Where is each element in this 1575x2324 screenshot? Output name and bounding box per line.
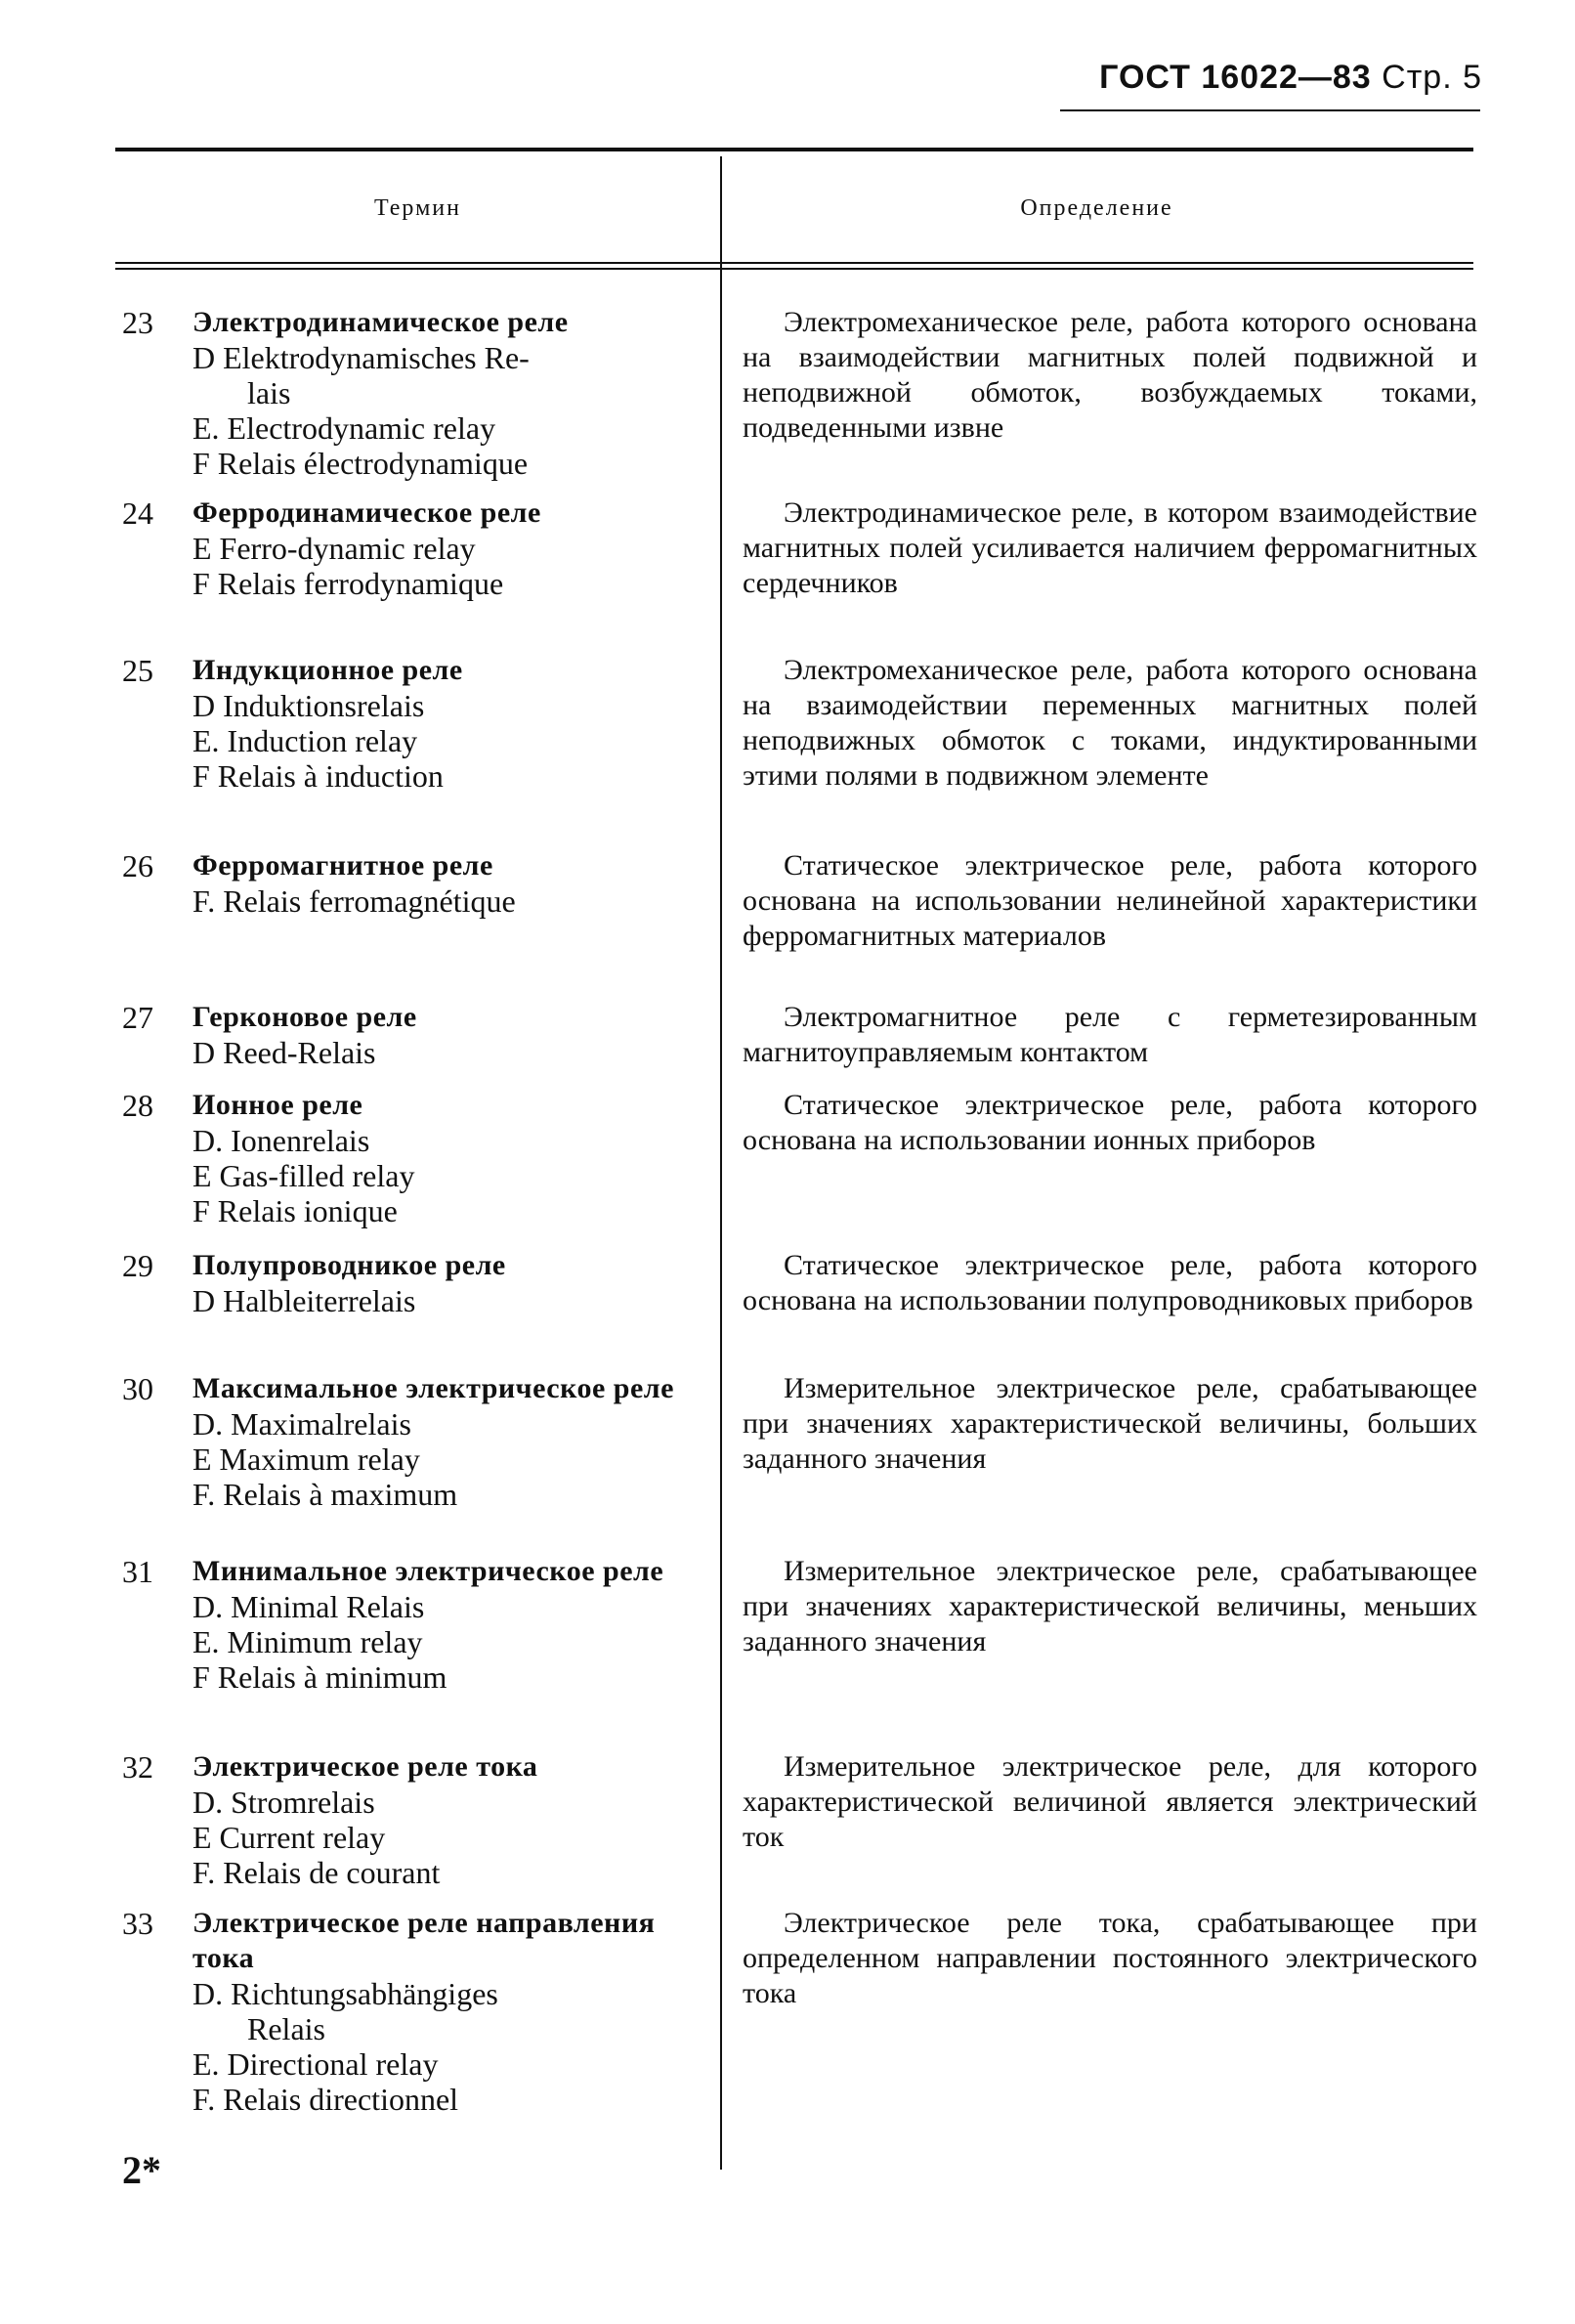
foreign-text: D. Richtungsabhängiges [192,1976,498,2011]
foreign-text: F Relais électrodynamique [192,446,529,481]
term-foreign-equivalent [192,883,686,919]
term-foreign-equivalent [192,410,686,446]
term-cell [192,1000,686,1070]
term-cell [192,1088,686,1228]
definition-text: Электромеханическое реле, работа которого основана на взаимодействии магнитных полей подвижной и неподвижной обмоток, возбуждаемых токами, подведенными извне [743,306,1477,444]
term-foreign-equivalent [192,1477,686,1512]
term-foreign-equivalent [192,1035,686,1070]
foreign-text: E Current relay [192,1820,386,1855]
foreign-text: D Halbleiterrelais [192,1283,416,1318]
term-foreign-equivalent [192,1820,686,1855]
term-russian: Индукционное реле [192,654,463,686]
term-foreign-equivalent [192,1589,686,1624]
page-header [1099,59,1482,97]
term-foreign-equivalent [192,1158,686,1193]
term-number: 29 [122,1248,153,1283]
term-number: 30 [122,1371,153,1406]
standard-number: ГОСТ 16022—83 [1099,59,1372,96]
term-russian: Герконовое реле [192,1001,417,1033]
term-russian: Электродинамическое реле [192,306,569,338]
foreign-text: E. Induction relay [192,723,418,758]
definition-text: Статическое электрическое реле, работа которого основана на использовании ионных приборов [743,1089,1477,1156]
term-foreign-equivalent [192,531,686,566]
definition-text: Электромагнитное реле с герметезированным магнитоуправляемым контактом [743,1001,1477,1068]
term-foreign-equivalent [192,1283,686,1318]
term-cell [192,848,686,919]
page-number: Стр. 5 [1382,59,1482,96]
foreign-text: F. Relais à maximum [192,1477,458,1512]
term-number: 28 [122,1088,153,1123]
foreign-text: D. Stromrelais [192,1785,375,1820]
header-rule [1060,109,1480,111]
term-number: 27 [122,1000,153,1035]
term-number: 25 [122,653,153,688]
foreign-text: E. Directional relay [192,2046,439,2082]
term-cell [192,1554,686,1695]
term-number: 23 [122,305,153,340]
term-cell [192,1248,686,1318]
term-foreign-equivalent [192,1442,686,1477]
definition-text: Статическое электрическое реле, работа которого основана на использовании нелинейной характеристики ферромагнитных материалов [743,849,1477,952]
term-foreign-equivalent [192,1624,686,1659]
definition-text: Измерительное электрическое реле, срабатывающее при значениях характеристической величины, меньших заданного значения [743,1555,1477,1657]
term-foreign-equivalent [192,1406,686,1442]
term-foreign-equivalent [192,1193,686,1228]
foreign-text: D. Minimal Relais [192,1589,425,1624]
term-cell [192,653,686,794]
term-number: 32 [122,1749,153,1785]
foreign-text: F. Relais ferromagnétique [192,883,516,919]
term-foreign-equivalent [192,1976,686,2046]
foreign-text: D Induktionsrelais [192,688,425,723]
term-russian: Ионное реле [192,1089,363,1121]
foreign-text: F Relais ferrodynamique [192,566,504,601]
column-header-definition: Определение [1020,195,1173,221]
foreign-text: F Relais à induction [192,758,444,794]
term-russian: Ферродинамическое реле [192,496,541,529]
foreign-text: E. Electrodynamic relay [192,410,496,446]
foreign-text-continuation: lais [247,375,291,410]
foreign-text-continuation: Relais [247,2011,325,2046]
foreign-text: F Relais à minimum [192,1659,447,1695]
term-russian: Электрическое реле тока [192,1750,538,1783]
foreign-text: E. Minimum relay [192,1624,423,1659]
term-russian: Полупроводникое реле [192,1249,506,1281]
term-russian: Ферромагнитное реле [192,849,493,882]
definition-text: Электромеханическое реле, работа которого основана на взаимодействии переменных магнитных полей неподвижных обмоток с токами, индуктированными этими полями в подвижном элементе [743,654,1477,792]
term-number: 33 [122,1906,153,1941]
term-russian: Минимальное электрическое реле [192,1555,664,1587]
foreign-text: D Elektrodynamisches Re- [192,340,530,375]
table-top-rule [115,148,1473,151]
signature-mark: 2* [122,2148,161,2192]
term-cell [192,1371,686,1512]
header-double-rule [115,262,1473,270]
foreign-text: F. Relais directionnel [192,2082,459,2117]
foreign-text: E Gas-filled relay [192,1158,415,1193]
term-foreign-equivalent [192,340,686,410]
term-russian: Электрическое реле направления тока [192,1907,656,1974]
foreign-text: E Ferro-dynamic relay [192,531,476,566]
term-foreign-equivalent [192,1659,686,1695]
column-header-term: Термин [374,195,461,221]
term-foreign-equivalent [192,2046,686,2082]
term-number: 24 [122,495,153,531]
term-foreign-equivalent [192,1855,686,1890]
definition-text: Измерительное электрическое реле, срабатывающее при значениях характеристической величины, больших заданного значения [743,1372,1477,1475]
definition-text: Электродинамическое реле, в котором взаимодействие магнитных полей усиливается наличием ферромагнитных сердечников [743,496,1477,599]
term-number: 26 [122,848,153,883]
term-foreign-equivalent [192,1785,686,1820]
definition-text: Измерительное электрическое реле, для которого характеристической величиной является электрический ток [743,1750,1477,1853]
foreign-text: D. Ionenrelais [192,1123,370,1158]
foreign-text: D Reed-Relais [192,1035,376,1070]
term-foreign-equivalent [192,566,686,601]
term-cell [192,305,686,481]
term-foreign-equivalent [192,446,686,481]
term-russian: Максимальное электрическое реле [192,1372,674,1404]
foreign-text: F Relais ionique [192,1193,398,1228]
foreign-text: E Maximum relay [192,1442,420,1477]
term-foreign-equivalent [192,723,686,758]
term-cell [192,1906,686,2117]
foreign-text: F. Relais de courant [192,1855,441,1890]
term-foreign-equivalent [192,758,686,794]
foreign-text: D. Maximalrelais [192,1406,411,1442]
term-foreign-equivalent [192,688,686,723]
term-number: 31 [122,1554,153,1589]
definition-text: Статическое электрическое реле, работа которого основана на использовании полупроводниковых приборов [743,1249,1477,1316]
definition-text: Электрическое реле тока, срабатывающее при определенном направлении постоянного электрического тока [743,1907,1477,2009]
term-cell [192,495,686,601]
term-foreign-equivalent [192,1123,686,1158]
column-divider [720,156,722,2170]
term-cell [192,1749,686,1890]
term-foreign-equivalent [192,2082,686,2117]
